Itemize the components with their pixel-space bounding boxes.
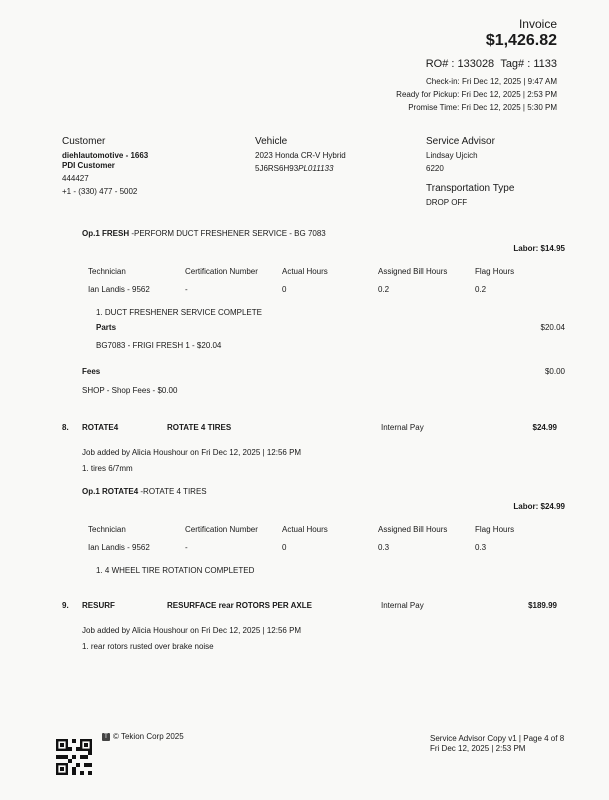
tag-number: Tag# : 1133 bbox=[500, 58, 557, 70]
op-fresh-desc: -PERFORM DUCT FRESHENER SERVICE - BG 7083 bbox=[129, 229, 326, 238]
job9-desc: RESURFACE rear ROTORS PER AXLE bbox=[167, 601, 312, 610]
assigned-hours-header: Assigned Bill Hours bbox=[378, 267, 448, 276]
checkin-time: Check-in: Fri Dec 12, 2025 | 9:47 AM bbox=[425, 77, 557, 86]
ro-tag-line bbox=[426, 58, 557, 70]
job8-amount: $24.99 bbox=[532, 423, 557, 432]
job9-number: 9. bbox=[62, 601, 69, 610]
job8-added: Job added by Alicia Houshour on Fri Dec 12, 2025 | 12:56 PM bbox=[82, 448, 302, 457]
actual-hours-value: 0 bbox=[282, 543, 287, 552]
vehicle-heading: Vehicle bbox=[255, 136, 288, 147]
flag-hours-header: Flag Hours bbox=[475, 267, 515, 276]
job9-code: RESURF bbox=[82, 601, 115, 610]
job8-pay-type: Internal Pay bbox=[381, 423, 424, 432]
op-fresh-title bbox=[82, 229, 326, 238]
invoice-total: $1,426.82 bbox=[485, 32, 557, 49]
job8-op-note: 1. 4 WHEEL TIRE ROTATION COMPLETED bbox=[96, 566, 255, 575]
parts-label: Parts bbox=[96, 323, 117, 332]
job9-note: 1. rear rotors rusted over brake noise bbox=[82, 642, 214, 651]
job8-op-desc: -ROTATE 4 TIRES bbox=[138, 487, 207, 496]
op-fresh-note: 1. DUCT FRESHENER SERVICE COMPLETE bbox=[96, 308, 262, 317]
transport-heading: Transportation Type bbox=[426, 183, 515, 194]
job9-pay-type: Internal Pay bbox=[381, 601, 424, 610]
advisor-name: Lindsay Ujcich bbox=[426, 151, 478, 160]
footer-company: © Tekion Corp 2025 bbox=[113, 732, 184, 741]
ro-number: RO# : 133028 bbox=[425, 58, 495, 70]
tech-header: Technician bbox=[88, 267, 126, 276]
job8-note: 1. tires 6/7mm bbox=[82, 464, 133, 473]
job8-op-code: Op.1 ROTATE4 bbox=[82, 487, 139, 496]
actual-hours-header: Actual Hours bbox=[282, 525, 328, 534]
customer-phone: +1 - (330) 477 - 5002 bbox=[62, 187, 138, 196]
cert-value: - bbox=[185, 543, 188, 552]
job9-amount: $189.99 bbox=[528, 601, 557, 610]
fees-line: SHOP - Shop Fees - $0.00 bbox=[82, 386, 178, 395]
transport-type: DROP OFF bbox=[426, 198, 468, 207]
actual-hours-header: Actual Hours bbox=[282, 267, 328, 276]
job8-labor: Labor: $24.99 bbox=[513, 502, 565, 511]
vin-prefix: 5J6RS6H93 bbox=[255, 164, 299, 173]
customer-type: PDI Customer bbox=[62, 161, 115, 170]
op-fresh-labor: Labor: $14.95 bbox=[513, 244, 565, 253]
parts-line: BG7083 - FRIGI FRESH 1 - $20.04 bbox=[96, 341, 222, 350]
advisor-id: 6220 bbox=[426, 164, 444, 173]
advisor-heading: Service Advisor bbox=[426, 136, 495, 147]
job8-code: ROTATE4 bbox=[82, 423, 119, 432]
op-fresh-code: Op.1 FRESH bbox=[82, 229, 130, 238]
cert-header: Certification Number bbox=[185, 525, 258, 534]
vin-suffix: PL011133 bbox=[298, 164, 334, 173]
tekion-logo-icon: T bbox=[102, 733, 110, 741]
assigned-hours-value: 0.2 bbox=[378, 285, 390, 294]
tech-value: Ian Landis - 9562 bbox=[88, 285, 150, 294]
vehicle-model: 2023 Honda CR-V Hybrid bbox=[255, 151, 346, 160]
customer-name: diehlautomotive - 1663 bbox=[62, 151, 149, 160]
tech-value: Ian Landis - 9562 bbox=[88, 543, 150, 552]
fees-amount: $0.00 bbox=[544, 367, 565, 376]
job9-added: Job added by Alicia Houshour on Fri Dec 12, 2025 | 12:56 PM bbox=[82, 626, 302, 635]
flag-hours-value: 0.2 bbox=[475, 285, 487, 294]
cert-value: - bbox=[185, 285, 188, 294]
flag-hours-header: Flag Hours bbox=[475, 525, 515, 534]
promise-time: Promise Time: Fri Dec 12, 2025 | 5:30 PM bbox=[408, 103, 557, 112]
customer-heading: Customer bbox=[62, 136, 106, 147]
actual-hours-value: 0 bbox=[282, 285, 287, 294]
footer-date: Fri Dec 12, 2025 | 2:53 PM bbox=[430, 744, 526, 753]
invoice-title: Invoice bbox=[518, 17, 557, 31]
assigned-hours-header: Assigned Bill Hours bbox=[378, 525, 448, 534]
cert-header: Certification Number bbox=[185, 267, 258, 276]
vehicle-vin bbox=[255, 164, 333, 173]
footer-company-line bbox=[102, 732, 184, 741]
job8-op-title bbox=[82, 487, 207, 496]
assigned-hours-value: 0.3 bbox=[378, 543, 390, 552]
job8-number: 8. bbox=[62, 423, 69, 432]
footer-copy: Service Advisor Copy v1 | Page 4 of 8 bbox=[430, 734, 565, 743]
ready-time: Ready for Pickup: Fri Dec 12, 2025 | 2:53 PM bbox=[396, 90, 557, 99]
qr-code-icon bbox=[56, 739, 92, 775]
tech-header: Technician bbox=[88, 525, 126, 534]
parts-amount: $20.04 bbox=[540, 323, 565, 332]
fees-label: Fees bbox=[82, 367, 101, 376]
job8-desc: ROTATE 4 TIRES bbox=[167, 423, 232, 432]
flag-hours-value: 0.3 bbox=[475, 543, 487, 552]
customer-id: 444427 bbox=[62, 174, 89, 183]
